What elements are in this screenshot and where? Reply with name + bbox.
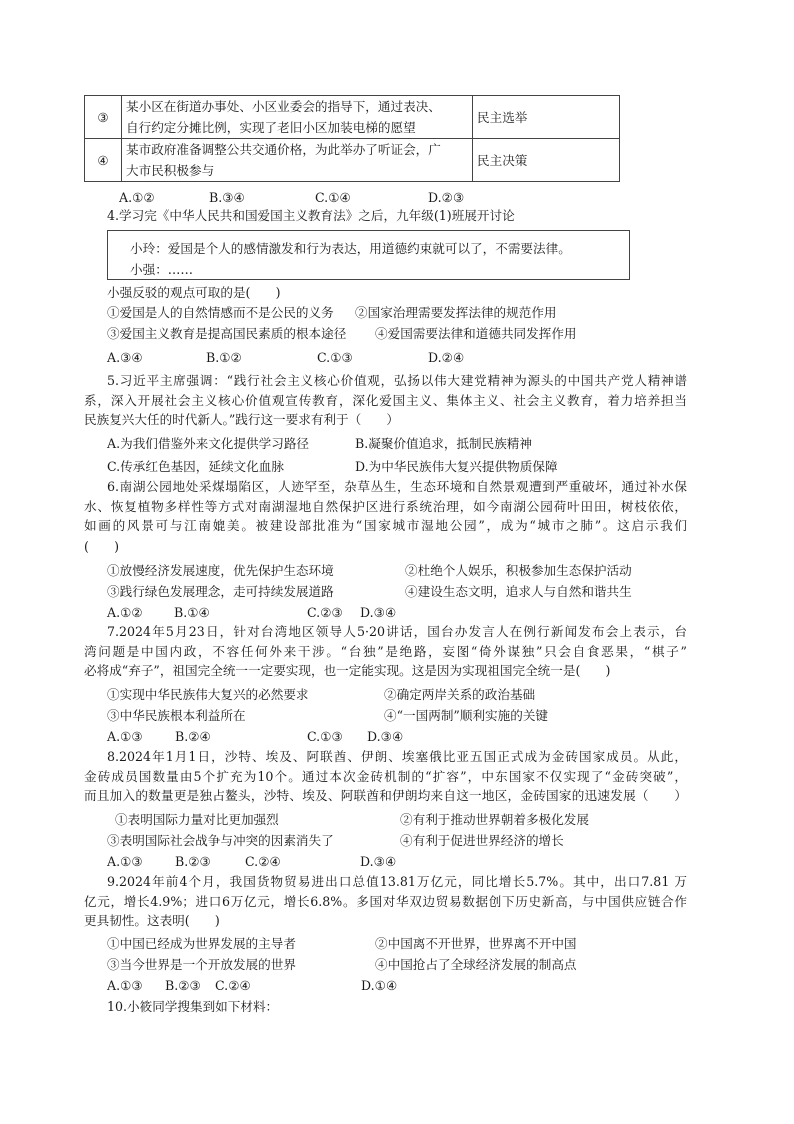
option-b: B.②④ — [175, 729, 211, 744]
q7-statement-4: ④“一国两制”顺利实施的关键 — [384, 708, 549, 723]
dialog-line: 小强：…… — [130, 262, 193, 277]
democracy-table — [84, 95, 620, 182]
q6-line: 6.南湖公园地处采煤塌陷区，人迹罕至，杂草丛生，生态环境和自然景观遭到严重破坏，通过补水保 — [107, 479, 687, 494]
desc-line: 某市政府准备调整公共交通价格，为此举办了听证会，广 — [126, 142, 441, 157]
option-b: B.①② — [206, 350, 242, 365]
q8-line: 金砖成员国数量由5个扩充为10个。通过本次金砖机制的“扩容”，中东国家不仅实现了“金砖突破”， — [84, 769, 687, 784]
option-c: C.②③ — [307, 605, 343, 620]
option-a: A.①③ — [107, 978, 143, 993]
q9-statement-3: ③当今世界是一个开放发展的世界 — [107, 957, 296, 972]
desc-line: 自行约定分摊比例，实现了老旧小区加装电梯的愿望 — [126, 120, 416, 135]
q4-stem: 4.学习完《中华人民共和国爱国主义教育法》之后，九年级(1)班展开讨论 — [107, 208, 515, 223]
row-category: 民主选举 — [473, 96, 620, 139]
option-a: A.①③ — [107, 854, 143, 869]
q8-statement-1: ①表明国际力量对比更加强烈 — [115, 812, 279, 827]
option-d: D.③④ — [360, 854, 397, 869]
q5-option-b: B.凝聚价值追求，抵制民族精神 — [355, 436, 532, 451]
dialog-line: 小玲：爱国是个人的感情激发和行为表达，用道德约束就可以了，不需要法律。 — [130, 241, 571, 256]
option-b: B.③④ — [209, 190, 245, 205]
table-row — [85, 139, 620, 182]
q9-line: 亿元，增长4.9%；进口6万亿元，增长6.8%。多国对华双边贸易数据创下历史新高，与中国供应链合作 — [84, 894, 687, 909]
option-c: C.②④ — [215, 978, 251, 993]
row-description — [122, 96, 473, 139]
q7-line: 必将成“弃子”，祖国完全统一一定要实现，也一定能实现。这是因为实现祖国完全统一是( ) — [84, 663, 611, 678]
q4-statement-1: ①爱国是人的自然情感而不是公民的义务 — [107, 305, 334, 320]
q4-statement-4: ④爱国需要法律和道德共同发挥作用 — [375, 326, 577, 341]
row-number: ③ — [85, 96, 122, 139]
option-a: A.①③ — [107, 729, 143, 744]
desc-line: 某小区在街道办事处、小区业委会的指导下，通过表决、 — [126, 99, 441, 114]
option-a: A.①② — [107, 605, 143, 620]
q4-statement-3: ③爱国主义教育是提高国民素质的根本途径 — [107, 326, 347, 341]
option-d: D.①④ — [361, 978, 398, 993]
q5-option-c: C.传承红色基因，延续文化血脉 — [107, 459, 284, 474]
q6-statement-2: ②杜绝个人娱乐，积极参加生态保护活动 — [405, 563, 632, 578]
q4-dialog-box — [107, 230, 630, 280]
option-c: C.②④ — [245, 854, 281, 869]
table-row — [85, 96, 620, 139]
q10-line: 10.小筱同学搜集到如下材料： — [107, 999, 279, 1014]
q5-line: 系，深入开展社会主义核心价值观宣传教育，深化爱国主义、集体主义、社会主义教育，着力培养担当 — [84, 393, 687, 408]
q9-statement-4: ④中国抢占了全球经济发展的制高点 — [375, 957, 577, 972]
q9-statement-2: ②中国离不开世界，世界离不开中国 — [375, 936, 577, 951]
q5-option-d: D.为中华民族伟大复兴提供物质保障 — [355, 459, 558, 474]
option-d: D.③④ — [360, 605, 397, 620]
q7-statement-2: ②确定两岸关系的政治基础 — [384, 687, 536, 702]
row-description — [122, 139, 473, 182]
q6-statement-3: ③践行绿色发展理念，走可持续发展道路 — [107, 584, 334, 599]
option-b: B.①④ — [174, 605, 210, 620]
option-c: C.①④ — [315, 190, 351, 205]
q5-line: 5.习近平主席强调：“践行社会主义核心价值观，弘扬以伟大建党精神为源头的中国共产党人精神谱 — [107, 373, 687, 388]
q4-statement-2: ②国家治理需要发挥法律的规范作用 — [355, 305, 557, 320]
option-c: C.①③ — [307, 729, 343, 744]
q7-statement-1: ①实现中华民族伟大复兴的必然要求 — [107, 687, 309, 702]
q8-statement-2: ②有利于推动世界朝着多极化发展 — [400, 812, 589, 827]
q9-statement-1: ①中国已经成为世界发展的主导者 — [107, 936, 296, 951]
q8-statement-4: ④有利于促进世界经济的增长 — [400, 833, 564, 848]
q5-option-a: A.为我们借鉴外来文化提供学习路径 — [107, 436, 310, 451]
q7-line: 湾问题是中国内政，不容任何外来干涉。“台独”是绝路，妄图“倚外谋独”只会自食恶果，“棋子” — [84, 644, 687, 659]
q5-line: 民族复兴大任的时代新人。”践行这一要求有利于（ ） — [84, 412, 399, 427]
q8-line: 而且加入的数量更是独占鳌头，沙特、埃及、阿联酋和伊朗均来自这一地区，金砖国家的迅速发展（ ） — [84, 788, 687, 803]
q6-line: ( ) — [84, 539, 120, 554]
q8-statement-3: ③表明国际社会战争与冲突的因素消失了 — [107, 833, 334, 848]
q6-statement-4: ④建设生态文明，追求人与自然和谐共生 — [405, 584, 632, 599]
q9-line: 9.2024年前4个月，我国货物贸易进出口总值13.81万亿元，同比增长5.7%。其中，出口7.81 万 — [107, 874, 687, 889]
row-category: 民主决策 — [473, 139, 620, 182]
option-a: A.③④ — [107, 350, 143, 365]
q8-line: 8.2024年1月1日，沙特、埃及、阿联酋、伊朗、埃塞俄比亚五国正式成为金砖国家成员。从此， — [107, 749, 687, 764]
option-a: A.①② — [119, 190, 155, 205]
option-b: B.②③ — [175, 854, 211, 869]
q6-line: 水、恢复植物多样性等方式对南湖湿地自然保护区进行系统治理，如今南湖公园荷叶田田，树枝依依， — [84, 499, 687, 514]
option-b: B.②③ — [165, 978, 201, 993]
q7-line: 7.2024年5月23日，针对台湾地区领导人5·20讲话，国台办发言人在例行新闻发布会上表示，台 — [107, 624, 687, 639]
q6-statement-1: ①放慢经济发展速度，优先保护生态环境 — [107, 563, 334, 578]
q4-ask: 小强反驳的观点可取的是( ) — [107, 285, 281, 300]
option-d: D.②③ — [428, 190, 465, 205]
q6-line: 如画的风景可与江南媲美。被建设部批准为“国家城市湿地公园”，成为“城市之肺”。这启示我们 — [84, 518, 687, 533]
row-number: ④ — [85, 139, 122, 182]
option-d: D.②④ — [428, 350, 465, 365]
q7-statement-3: ③中华民族根本利益所在 — [107, 708, 246, 723]
desc-line: 大市民积极参与 — [126, 163, 215, 178]
option-c: C.①③ — [317, 350, 353, 365]
option-d: D.③④ — [367, 729, 404, 744]
q9-line: 更具韧性。这表明( ) — [84, 913, 220, 928]
